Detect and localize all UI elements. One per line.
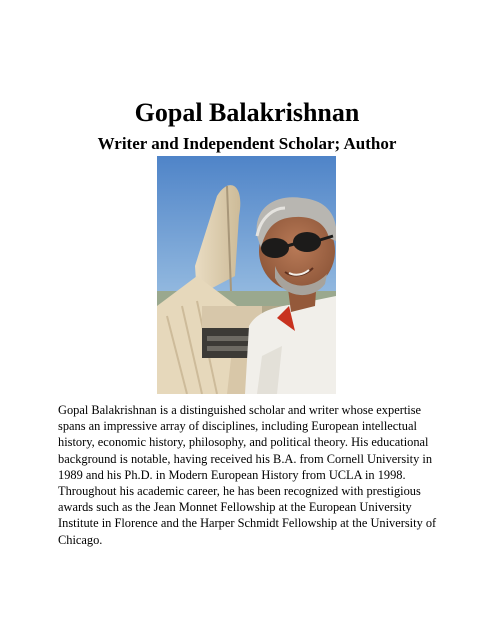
bio-line: background is notable, having received his B.A. from Cornell University in	[58, 451, 433, 466]
bio-line: Chicago.	[58, 532, 103, 547]
bio-line: awards such as the Jean Monnet Fellowship at the European University	[58, 500, 412, 515]
page-subtitle: Writer and Independent Scholar; Author	[97, 134, 397, 153]
bio-line: Throughout his academic career, he has been recognized with prestigious	[58, 484, 421, 499]
bio-line: Institute in Florence and the Harper Schmidt Fellowship at the University of	[58, 516, 437, 531]
portrait-photo	[157, 156, 336, 394]
bio-line: spans an impressive array of disciplines, including European intellectual	[58, 419, 417, 434]
portrait-image	[157, 156, 336, 394]
bio-paragraph	[58, 402, 448, 548]
bio-line: history, economic history, philosophy, and political theory. His educational	[58, 435, 429, 450]
bio-line: 1989 and his Ph.D. in Modern European History from UCLA in 1998.	[58, 467, 406, 482]
page-title: Gopal Balakrishnan	[134, 98, 360, 127]
bio-line: Gopal Balakrishnan is a distinguished scholar and writer whose expertise	[58, 403, 422, 417]
